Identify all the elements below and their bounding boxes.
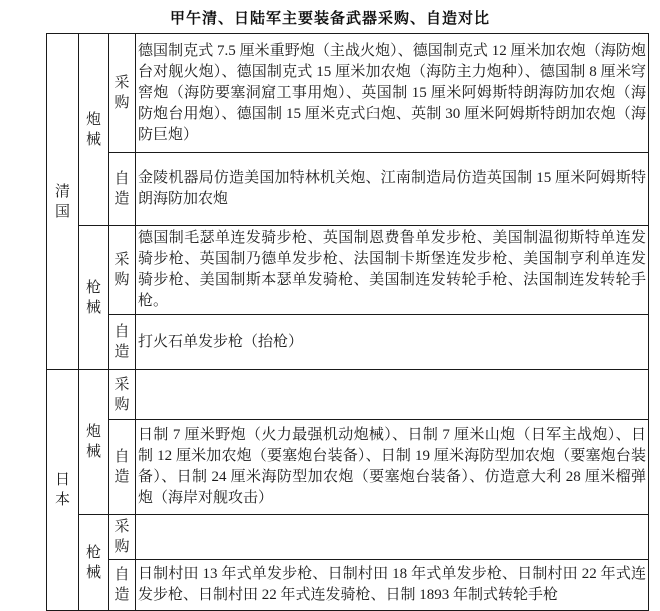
category-cell-qing-firearms: 枪械 — [79, 226, 109, 370]
category-cell-japan-firearms: 枪械 — [79, 515, 109, 611]
country-cell-qing: 清国 — [47, 34, 79, 370]
table-row — [47, 560, 649, 611]
content-cell-qing-firearms-selfmade: 打火石单发步枪（抬枪） — [136, 315, 649, 370]
page-title: 甲午清、日陆军主要装备武器采购、自造对比 — [169, 10, 490, 27]
content-cell-qing-firearms-purchase: 德国制毛瑟单连发骑步枪、英国制恩费鲁单发步枪、美国制温彻斯特单连发骑步枪、英国制乃德单发步枪、法国制卡斯堡连发步枪、美国制亨利单连发骑步枪、美国制斯本瑟单发骑枪、美国制连发转轮手枪、法国制连发转轮手枪。 — [136, 226, 649, 315]
mode-cell-qing-artillery-selfmade: 自造 — [109, 153, 136, 226]
table-row — [47, 515, 649, 560]
content-cell-japan-firearms-selfmade: 日制村田 13 年式单发步枪、日制村田 18 年式单发步枪、日制村田 22 年式连发步枪、日制村田 22 年式连发骑枪、日制 1893 年制式转轮手枪 — [136, 560, 649, 611]
table-row — [47, 34, 649, 153]
mode-cell-japan-artillery-purchase: 采购 — [109, 370, 136, 420]
mode-cell-qing-artillery-purchase: 采购 — [109, 34, 136, 153]
comparison-table — [46, 33, 649, 611]
table-row — [47, 370, 649, 420]
content-cell-qing-artillery-selfmade: 金陵机器局仿造美国加特林机关炮、江南制造局仿造英国制 15 厘米阿姆斯特朗海防加农炮 — [136, 153, 649, 226]
mode-cell-japan-artillery-selfmade: 自造 — [109, 420, 136, 515]
content-cell-japan-artillery-purchase — [136, 370, 649, 420]
table-row — [47, 153, 649, 226]
table-row — [47, 226, 649, 315]
content-cell-japan-firearms-purchase — [136, 515, 649, 560]
table-row — [47, 315, 649, 370]
country-cell-japan: 日本 — [47, 370, 79, 611]
mode-cell-qing-firearms-selfmade: 自造 — [109, 315, 136, 370]
content-cell-japan-artillery-selfmade: 日制 7 厘米野炮（火力最强机动炮械）、日制 7 厘米山炮（日军主战炮）、日制 12 厘米加农炮（要塞炮台装备）、日制 19 厘米海防型加农炮（要塞炮台装备）、日制 24 厘米海防型加农炮（要塞炮台装备）、仿造意大利 28 厘米榴弹炮（海岸对舰攻击） — [136, 420, 649, 515]
category-cell-qing-artillery: 炮械 — [79, 34, 109, 226]
mode-cell-qing-firearms-purchase: 采购 — [109, 226, 136, 315]
mode-cell-japan-firearms-purchase: 采购 — [109, 515, 136, 560]
content-cell-qing-artillery-purchase: 德国制克式 7.5 厘米重野炮（主战火炮）、德国制克式 12 厘米加农炮（海防炮台对舰火炮）、德国制克式 15 厘米加农炮（海防主力炮种）、德国制 8 厘米穹窖炮（海防要塞洞窟工事用炮）、英国制 15 厘米阿姆斯特朗海防加农炮（海防炮台用炮）、德国制 15 厘米克式臼炮、英制 30 厘米阿姆斯特朗加农炮（海防巨炮） — [136, 34, 649, 153]
mode-cell-japan-firearms-selfmade: 自造 — [109, 560, 136, 611]
category-cell-japan-artillery: 炮械 — [79, 370, 109, 515]
table-row — [47, 420, 649, 515]
